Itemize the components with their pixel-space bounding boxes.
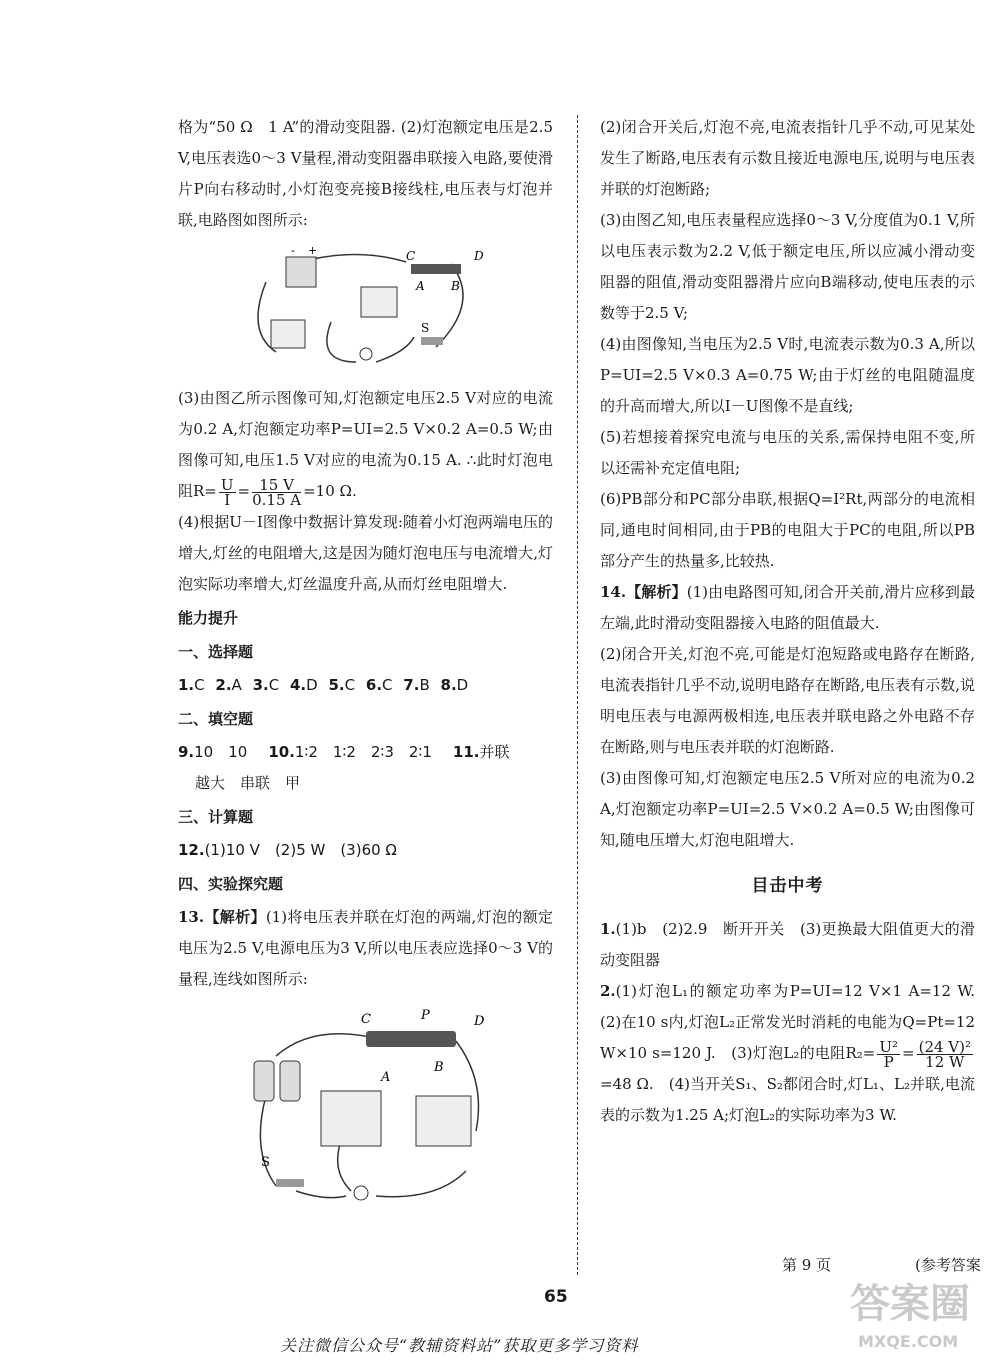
answer-paragraph	[178, 383, 553, 507]
label-c: C	[360, 1012, 371, 1027]
q-num: 10.	[268, 743, 295, 761]
choice-num: 5.	[328, 676, 345, 694]
circuit-figure-1	[236, 242, 496, 377]
page-number: 65	[544, 1287, 568, 1307]
choice-num: 2.	[215, 676, 232, 694]
q-ans: 10 10	[194, 743, 248, 761]
answer-paragraph: (3)由图乙知,电压表量程应选择0～3 V,分度值为0.1 V,所以电压表示数为2.2 V,低于额定电压,所以应减小滑动变阻器的阻值,滑动变阻器滑片应向B端移动,使电压表的示数等于2.5 V;	[600, 211, 975, 322]
choice-ans: C	[382, 676, 393, 694]
section-heading-xuanze: 一、选择题	[178, 643, 254, 661]
choice-num: 7.	[403, 676, 420, 694]
choice-num: 8.	[440, 676, 457, 694]
q-ans: (1)10 V (2)5 W (3)60 Ω	[204, 841, 397, 859]
section-heading-jisuan: 三、计算题	[178, 808, 254, 826]
section-heading-tiankong: 二、填空题	[178, 710, 254, 728]
right-column	[600, 112, 991, 1131]
label-d: D	[473, 1014, 484, 1029]
promo-text: 关注微信公众号“教辅资料站”获取更多学习资料	[280, 1336, 639, 1355]
q13-answer	[178, 902, 553, 995]
equals: =	[902, 1044, 915, 1062]
fraction-values	[917, 1037, 973, 1071]
q-num: 14.	[600, 583, 627, 601]
analysis-tag: 【解析】	[204, 908, 266, 926]
choice-ans: C	[268, 676, 280, 694]
watermark-url: MXQE.COM	[858, 1332, 959, 1351]
p2-text: (3)由图乙所示图像可知,灯泡额定电压2.5 V对应的电流为0.2 A,灯泡额定功率P=UI=2.5 V×0.2 A=0.5 W;由图像可知,电压1.5 V对应的电流为0.15 A. ∴此时灯泡电阻R=	[178, 389, 553, 500]
label-minus: -	[290, 244, 295, 257]
analysis-tag: 【解析】	[626, 583, 687, 601]
q14-text: (1)由电路图可知,闭合开关前,滑片应移到最左端,此时滑动变阻器接入电路的阻值最大.	[600, 583, 975, 632]
calc-answer	[178, 835, 553, 866]
m2-end: =48 Ω. (4)当开关S₁、S₂都闭合时,灯L₁、L₂并联,电流表的示数为1.25 A;灯泡L₂的实际功率为3 W.	[600, 1075, 975, 1124]
q-ans: 并联	[479, 743, 510, 761]
label-a: A	[415, 279, 425, 293]
label-b: B	[433, 1060, 444, 1075]
frac-num: (24 V)²	[918, 1037, 971, 1056]
reference-label: (参考答案	[915, 1256, 981, 1274]
frac-num: 15 V	[252, 478, 301, 493]
page-label: 第 9 页	[782, 1256, 832, 1274]
choice-ans: D	[456, 676, 469, 694]
frac-num: U	[220, 475, 234, 494]
q-num: 11.	[452, 743, 480, 761]
choice-answers	[178, 670, 553, 701]
choice-ans: A	[231, 676, 242, 694]
fill-answers-cont: 越大 串联 甲	[195, 774, 301, 792]
label-plus: +	[307, 244, 317, 257]
watermark-logo: 答案圈	[850, 1281, 970, 1327]
label-d: D	[473, 249, 484, 263]
frac-den: P	[883, 1052, 894, 1071]
equals: =	[237, 482, 251, 500]
frac-den: 0.15 A	[252, 490, 302, 509]
q-num: 2.	[600, 982, 616, 1000]
m2-text: (1)灯泡L₁的额定功率为P=UI=12 V×1 A=12 W. (2)在10 s内,灯泡L₂正常发光时消耗的电能为Q=Pt=12 W×10 s=120 J. (3)灯泡L₂的电阻R₂=	[600, 982, 991, 1062]
q-num: 1.	[600, 920, 616, 938]
answer-paragraph: (4)根据U－I图像中数据计算发现:随着小灯泡两端电压的增大,灯丝的电阻增大,这是因为随灯泡电压与电流增大,灯泡实际功率增大,灯丝温度升高,从而灯丝电阻增大.	[178, 513, 553, 593]
choice-ans: B	[419, 676, 430, 694]
answer-paragraph: 格为“50 Ω 1 A”的滑动变阻器. (2)灯泡额定电压是2.5 V,电压表选0～3 V量程,滑动变阻器串联接入电路,要使滑片P向右移动时,小灯泡变亮接B接线柱,电压表与灯泡并联,电路图如图所示:	[178, 118, 553, 229]
q14-answer	[600, 577, 975, 639]
column-divider	[577, 115, 578, 1275]
q-ans: 1∶2 1∶2 2∶3 2∶1	[294, 743, 432, 761]
circuit-figure-2	[236, 1001, 496, 1211]
label-s: S	[420, 321, 429, 335]
answer-paragraph: (5)若想接着探究电流与电压的关系,需保持电阻不变,所以还需补充定值电阻;	[600, 428, 975, 477]
choice-ans: D	[306, 676, 318, 694]
answer-paragraph: (2)闭合开关,灯泡不亮,可能是灯泡短路或电路存在断路,电流表指针几乎不动,说明电路存在断路,电压表有示数,说明电压表与电源两极相连,电压表并联电路之外电路不存在断路,则与电压表并联的灯泡断路.	[600, 645, 975, 756]
label-b: B	[450, 279, 460, 293]
answer-paragraph: (6)PB部分和PC部分串联,根据Q=I²Rt,两部分的电流相同,通电时间相同,由于PB的电阻大于PC的电阻,所以PB部分产生的热量多,比较热.	[600, 490, 975, 570]
choice-num: 6.	[365, 676, 383, 694]
p2-end: =10 Ω.	[303, 482, 357, 500]
section-heading-muji: 目击中考	[751, 876, 824, 896]
choice-num: 4.	[290, 676, 307, 694]
q-num: 12.	[178, 841, 205, 859]
label-p: P	[420, 1008, 430, 1023]
fill-answers	[178, 737, 553, 768]
m2-answer	[600, 976, 991, 1131]
q13-text: (1)将电压表并联在灯泡的两端,灯泡的额定电压为2.5 V,电源电压为3 V,所以电压表应选择0～3 V的量程,连线如图所示:	[178, 908, 553, 988]
left-column	[178, 112, 553, 1217]
answer-paragraph: (4)由图像知,当电压为2.5 V时,电流表示数为0.3 A,所以P=UI=2.5 V×0.3 A=0.75 W;由于灯丝的电阻随温度的升高而增大,所以I－U图像不是直线;	[600, 335, 975, 415]
q-num: 9.	[178, 743, 195, 761]
section-heading-nengli: 能力提升	[178, 609, 239, 627]
frac-num: U²	[879, 1037, 899, 1056]
choice-ans: C	[344, 676, 356, 694]
choice-ans: C	[194, 676, 205, 694]
fraction-u-over-i	[219, 475, 236, 509]
choice-num: 1.	[178, 676, 195, 694]
frac-den: I	[224, 490, 231, 509]
fraction-values	[252, 475, 302, 509]
label-s: S	[260, 1155, 270, 1170]
answer-paragraph: (2)闭合开关后,灯泡不亮,电流表指针几乎不动,可见某处发生了断路,电压表有示数且接近电源电压,说明与电压表并联的灯泡断路;	[600, 118, 975, 198]
choice-num: 3.	[252, 676, 269, 694]
q-num: 13.	[178, 908, 205, 926]
fraction-u2-over-p	[877, 1037, 900, 1071]
label-a: A	[380, 1070, 390, 1085]
answer-paragraph: (3)由图像可知,灯泡额定电压2.5 V所对应的电流为0.2 A,灯泡额定功率P=UI=2.5 V×0.2 A=0.5 W;由图像可知,随电压增大,灯泡电阻增大.	[600, 769, 975, 849]
section-heading-shiyan: 四、实验探究题	[178, 875, 284, 893]
m1-text: (1)b (2)2.9 断开开关 (3)更换最大阻值更大的滑动变阻器	[600, 920, 975, 969]
label-c: C	[405, 249, 415, 263]
frac-den: 12 W	[925, 1052, 965, 1071]
m1-answer	[600, 914, 975, 976]
